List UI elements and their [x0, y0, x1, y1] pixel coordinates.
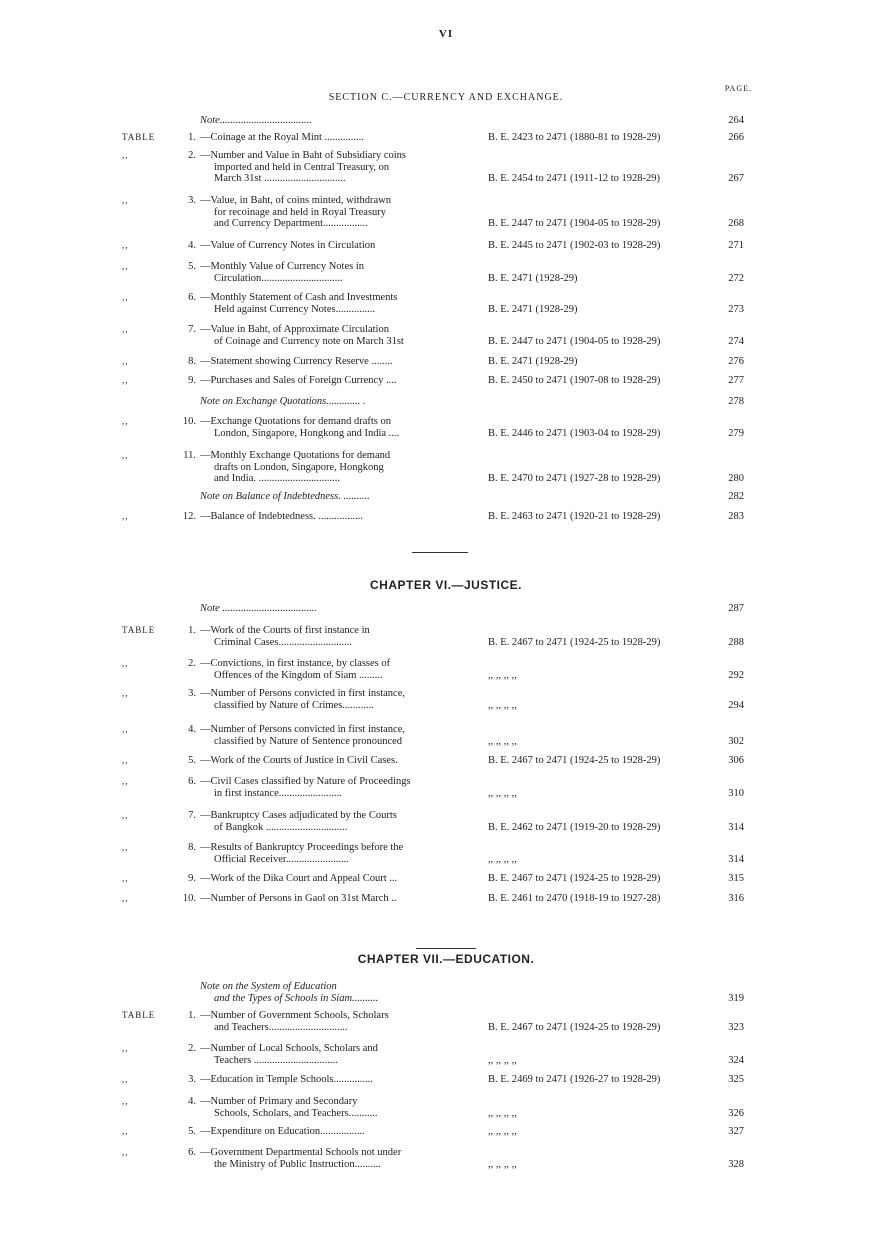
entry-title-line: —Value, in Baht, of coins minted, withdrawn [200, 195, 392, 206]
year-range: B. E. 2467 to 2471 (1924-25 to 1928-29) [488, 1021, 661, 1033]
entry-title-line: —Government Departmental Schools not under [200, 1147, 402, 1158]
year-range: B. E. 2467 to 2471 (1924-25 to 1928-29) [488, 636, 661, 648]
page-ref: 323 [728, 1021, 744, 1033]
entry-title-line: Official Receiver........................ [214, 853, 349, 865]
entry-title-line: classified by Nature of Sentence pronounced [214, 735, 403, 747]
entry-title-line: in first instance........................ [214, 787, 342, 799]
entry-title [200, 688, 454, 711]
table-label: ,, [122, 511, 129, 521]
year-range: B. E. 2471 (1928-29) [488, 303, 578, 315]
table-label: ,, [122, 261, 129, 271]
page-ref: 266 [728, 132, 744, 143]
entry-title-line: —Monthly Statement of Cash and Investments [200, 292, 398, 303]
entry-title-line: —Number of Primary and Secondary [200, 1096, 358, 1107]
year-range: B. E. 2471 (1928-29) [488, 356, 578, 367]
entry-title-line: imported and held in Central Treasury, on [214, 161, 390, 173]
page-ref: 267 [728, 173, 744, 184]
page-ref: 325 [728, 1074, 744, 1085]
entry-title-line: —Exchange Quotations for demand drafts on [200, 416, 391, 427]
entry-title [200, 981, 454, 1004]
table-label: ,, [122, 1096, 129, 1106]
year-range: ,, ,, ,, ,, [488, 787, 517, 799]
year-range: B. E. 2467 to 2471 (1924-25 to 1928-29) [488, 873, 661, 884]
entry-title-line: —Expenditure on Education................. [200, 1126, 365, 1137]
entry-title-line: —Value in Baht, of Approximate Circulation [200, 324, 389, 335]
page-ref: 315 [728, 873, 744, 884]
table-number: 10. [182, 893, 196, 904]
table-number: 1. [188, 132, 196, 143]
entry-title [200, 893, 454, 905]
table-label: ,, [122, 724, 129, 734]
entry-title [200, 396, 454, 408]
table-label: ,, [122, 292, 129, 302]
page-ref: 268 [728, 218, 744, 229]
year-range: B. E. 2454 to 2471 (1911-12 to 1928-29) [488, 173, 660, 184]
table-number: 4. [188, 724, 196, 735]
year-range: B. E. 2423 to 2471 (1880-81 to 1928-29) [488, 132, 661, 143]
entry-title [200, 416, 454, 439]
page-ref: 272 [728, 272, 744, 284]
year-range: B. E. 2447 to 2471 (1904-05 to 1928-29) [488, 335, 661, 347]
entry-title [200, 150, 454, 185]
table-number: 2. [188, 150, 196, 161]
table-number: 3. [188, 688, 196, 699]
table-label: ,, [122, 1147, 129, 1157]
entry-title-line: —Bankruptcy Cases adjudicated by the Courts [200, 810, 397, 821]
entry-title-line: —Coinage at the Royal Mint ............... [200, 132, 364, 143]
table-number: 3. [188, 195, 196, 206]
table-label: ,, [122, 150, 129, 160]
page-ref: 306 [728, 755, 744, 766]
entry-title-line: Circulation............................... [214, 272, 343, 284]
entry-title [200, 491, 454, 503]
table-label: ,, [122, 893, 129, 903]
entry-title [200, 603, 454, 615]
year-range: ,, ,, ,, ,, [488, 853, 517, 865]
entry-title-line: —Number of Persons convicted in first instance, [200, 724, 405, 735]
entry-title [200, 776, 454, 799]
entry-title [200, 1147, 454, 1170]
entry-title-line: —Work of the Courts of first instance in [200, 625, 370, 636]
entry-title-line: and Currency Department................. [214, 218, 368, 229]
entry-title-line: —Number of Local Schools, Scholars and [200, 1043, 378, 1054]
table-label: TABLE [122, 625, 156, 635]
page-ref: 316 [728, 893, 744, 904]
table-number: 5. [188, 1126, 196, 1137]
table-number: 5. [188, 755, 196, 766]
table-number: 2. [188, 658, 196, 669]
entry-title-line: and Teachers.............................. [214, 1021, 348, 1033]
table-label: ,, [122, 842, 129, 852]
year-range: B. E. 2462 to 2471 (1919-20 to 1928-29) [488, 821, 661, 833]
page-ref: 282 [728, 491, 744, 502]
entry-title [200, 356, 454, 368]
entry-title-line: and the Types of Schools in Siam.......... [214, 992, 379, 1004]
table-number: 4. [188, 1096, 196, 1107]
table-number: 3. [188, 1074, 196, 1085]
entry-title [200, 1126, 454, 1138]
page-ref: 326 [728, 1107, 744, 1119]
entry-title [200, 292, 454, 315]
table-number: 10. [182, 416, 196, 427]
entry-title [200, 625, 454, 648]
page-ref: 292 [728, 669, 744, 681]
page-ref: 264 [728, 115, 744, 126]
page-ref: 271 [728, 240, 744, 251]
table-label: ,, [122, 810, 129, 820]
year-range: ,, ,, ,, ,, [488, 669, 517, 681]
entry-title-line: Note on the System of Education [200, 981, 337, 992]
table-number: 5. [188, 261, 196, 272]
year-range: B. E. 2447 to 2471 (1904-05 to 1928-29) [488, 218, 661, 229]
entry-title-line: —Number of Government Schools, Scholars [200, 1010, 389, 1021]
entry-title-line: Note on Balance of Indebtedness. .......... [200, 491, 370, 502]
table-label: ,, [122, 324, 129, 334]
entry-title [200, 842, 454, 865]
entry-title-line: —Statement showing Currency Reserve ........ [200, 356, 393, 367]
entry-title [200, 1074, 454, 1086]
entry-title-line: for recoinage and held in Royal Treasury [214, 206, 387, 218]
table-label: TABLE [122, 132, 156, 142]
entry-title-line: —Purchases and Sales of Foreign Currency .... [200, 375, 397, 386]
table-label: ,, [122, 776, 129, 786]
table-number: 6. [188, 776, 196, 787]
entry-title [200, 1096, 454, 1119]
page-ref: 278 [728, 396, 744, 407]
entry-title [200, 261, 454, 284]
table-label: ,, [122, 450, 129, 460]
year-range: B. E. 2461 to 2470 (1918-19 to 1927-28) [488, 893, 661, 904]
page-ref: 302 [728, 735, 744, 747]
separator-rule [412, 552, 468, 553]
entry-title-line: —Convictions, in first instance, by classes of [200, 658, 391, 669]
entry-title [200, 195, 454, 230]
entry-title-line: the Ministry of Public Instruction.......... [214, 1158, 381, 1170]
page-ref: 280 [728, 473, 744, 484]
separator-rule [416, 948, 476, 949]
page-ref: 324 [728, 1054, 744, 1066]
page-ref: 314 [728, 821, 744, 833]
entry-title-line: —Number and Value in Baht of Subsidiary coins [200, 150, 406, 161]
year-range: ,, ,, ,, ,, [488, 1158, 517, 1170]
year-range: B. E. 2463 to 2471 (1920-21 to 1928-29) [488, 511, 661, 522]
entry-title-line: —Value of Currency Notes in Circulation [200, 240, 376, 251]
entry-title [200, 115, 454, 127]
year-range: B. E. 2445 to 2471 (1902-03 to 1928-29) [488, 240, 661, 251]
table-number: 1. [188, 1010, 196, 1021]
page-number: VI [438, 28, 454, 40]
page-ref: 327 [728, 1126, 744, 1137]
entry-title-line: Teachers ................................ [214, 1054, 338, 1066]
table-number: 8. [188, 356, 196, 367]
table-number: 9. [188, 375, 196, 386]
year-range: B. E. 2446 to 2471 (1903-04 to 1928-29) [488, 427, 661, 439]
table-number: 11. [183, 450, 196, 461]
entry-title-line: and India. ............................... [214, 473, 340, 484]
year-range: B. E. 2470 to 2471 (1927-28 to 1928-29) [488, 473, 661, 484]
page-ref: 310 [728, 787, 744, 799]
year-range: ,, ,, ,, ,, [488, 1107, 517, 1119]
entry-title [200, 375, 454, 387]
entry-title [200, 240, 454, 252]
table-number: 4. [188, 240, 196, 251]
table-label: TABLE [122, 1010, 156, 1020]
entry-title-line: Held against Currency Notes............... [214, 303, 375, 315]
page-ref: 273 [728, 303, 744, 315]
entry-title-line: Note on Exchange Quotations............. . [200, 396, 366, 407]
table-label: ,, [122, 688, 129, 698]
section-heading: SECTION C.—CURRENCY AND EXCHANGE. [328, 92, 564, 103]
entry-title-line: —Education in Temple Schools............... [200, 1074, 373, 1085]
entry-title-line: Schools, Scholars, and Teachers........... [214, 1107, 378, 1119]
entry-title [200, 724, 454, 747]
table-number: 7. [188, 324, 196, 335]
page-ref: 314 [728, 853, 744, 865]
entry-title-line: —Number of Persons in Gaol on 31st March .. [200, 893, 397, 904]
year-range: ,, ,, ,, ,, [488, 1126, 517, 1137]
table-label: ,, [122, 195, 129, 205]
entry-title-line: —Balance of Indebtedness. ................. [200, 511, 364, 522]
entry-title [200, 658, 454, 681]
entry-title-line: —Work of the Courts of Justice in Civil Cases. [200, 755, 398, 766]
entry-title-line: drafts on London, Singapore, Hongkong [214, 461, 384, 473]
entry-title [200, 1043, 454, 1066]
table-number: 6. [188, 1147, 196, 1158]
entry-title-line: Note................................... [200, 115, 312, 126]
page-ref: 283 [728, 511, 744, 522]
table-label: ,, [122, 416, 129, 426]
page-ref: 288 [728, 636, 744, 648]
year-range: B. E. 2469 to 2471 (1926-27 to 1928-29) [488, 1074, 661, 1085]
table-number: 9. [188, 873, 196, 884]
table-number: 6. [188, 292, 196, 303]
entry-title-line: —Monthly Value of Currency Notes in [200, 261, 364, 272]
chapter-heading: CHAPTER VII.—EDUCATION. [357, 952, 535, 966]
table-label: ,, [122, 356, 129, 366]
entry-title-line: of Bangkok ............................... [214, 821, 348, 833]
entry-title [200, 755, 454, 767]
entry-title-line: —Work of the Dika Court and Appeal Court ... [200, 873, 398, 884]
table-number: 7. [188, 810, 196, 821]
entry-title-line: —Results of Bankruptcy Proceedings before the [200, 842, 404, 853]
entry-title-line: London, Singapore, Hongkong and India .... [214, 427, 400, 439]
page-ref: 294 [728, 699, 744, 711]
entry-title-line: Criminal Cases............................ [214, 636, 352, 648]
entry-title [200, 511, 454, 523]
entry-title-line: —Civil Cases classified by Nature of Proceedings [200, 776, 411, 787]
table-label: ,, [122, 1074, 129, 1084]
chapter-heading: CHAPTER VI.—JUSTICE. [369, 578, 523, 592]
page-ref: 274 [728, 335, 744, 347]
page-ref: 319 [728, 992, 744, 1004]
entry-title [200, 324, 454, 347]
year-range: B. E. 2467 to 2471 (1924-25 to 1928-29) [488, 755, 661, 766]
table-label: ,, [122, 240, 129, 250]
entry-title [200, 1010, 454, 1033]
entry-title-line: Note .................................... [200, 603, 317, 614]
page-ref: 277 [728, 375, 744, 386]
table-number: 2. [188, 1043, 196, 1054]
table-label: ,, [122, 755, 129, 765]
entry-title [200, 450, 454, 485]
page-column-label: PAGE. [724, 84, 752, 93]
entry-title-line: classified by Nature of Crimes............ [214, 699, 374, 711]
year-range: ,, ,, ,, ,, [488, 699, 517, 711]
table-label: ,, [122, 1043, 129, 1053]
table-number: 1. [188, 625, 196, 636]
entry-title-line: —Number of Persons convicted in first instance, [200, 688, 405, 699]
entry-title-line: of Coinage and Currency note on March 31st [214, 335, 404, 347]
table-label: ,, [122, 658, 129, 668]
entry-title-line: Offences of the Kingdom of Siam ......... [214, 669, 383, 681]
year-range: B. E. 2471 (1928-29) [488, 272, 578, 284]
entry-title [200, 810, 454, 833]
entry-title-line: —Monthly Exchange Quotations for demand [200, 450, 391, 461]
table-label: ,, [122, 375, 129, 385]
table-label: ,, [122, 873, 129, 883]
page-ref: 328 [728, 1158, 744, 1170]
page-ref: 276 [728, 356, 744, 367]
year-range: ,, ,, ,, ,, [488, 735, 517, 747]
year-range: ,, ,, ,, ,, [488, 1054, 517, 1066]
year-range: B. E. 2450 to 2471 (1907-08 to 1928-29) [488, 375, 661, 386]
table-number: 8. [188, 842, 196, 853]
page-ref: 279 [728, 427, 744, 439]
entry-title [200, 873, 454, 885]
table-label: ,, [122, 1126, 129, 1136]
entry-title [200, 132, 454, 144]
table-number: 12. [182, 511, 196, 522]
entry-title-line: March 31st ............................... [214, 173, 346, 184]
page-ref: 287 [728, 603, 744, 614]
